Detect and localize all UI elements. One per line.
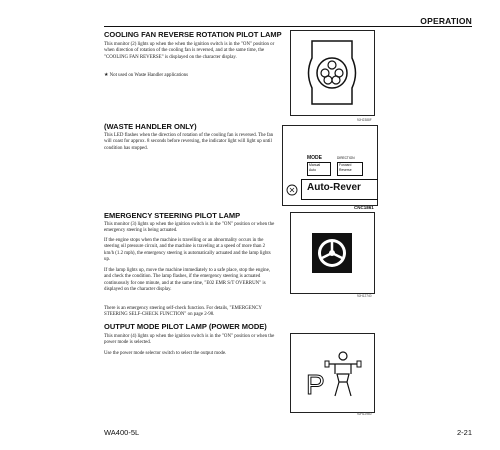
output-mode-fig-code: 9JH12960 bbox=[357, 412, 372, 416]
para-output-mode-2: Use the power mode selector switch to select the output mode. bbox=[104, 351, 227, 356]
para-waste-handler: This LED flashes when the direction of rotation of the cooling fan is reversed. The fan will coast for approx. 8 seconds before reversing, the indicator light will light up until condition has stopped. bbox=[104, 133, 274, 151]
para-cooling-fan: This monitor (2) lights up when the when the ignition switch is in the "ON" position or when direction of rotation of the cooling fan is reversed, and at the same time, the "COOLING FAN REVERSE" is displayed on the character display. bbox=[104, 42, 275, 60]
waste-handler-figure bbox=[282, 125, 378, 206]
heading-output-mode: OUTPUT MODE PILOT LAMP (POWER MODE) bbox=[104, 322, 267, 331]
para-emergency-3: If the lamp lights up, move the machine immediately to a safe place, stop the engine, and check the condition. The lamp flashes, if the emergency steering is actuated continuously for one minute, and at the same time, "E02 EMR S/T OVERRUN" is displayed on the character display. bbox=[104, 268, 270, 292]
panel-reverse-label: Reverse bbox=[339, 168, 352, 172]
emergency-steering-fig-code: 9JH12740 bbox=[357, 294, 372, 298]
waste-handler-fig-code: CNC1861 bbox=[354, 205, 374, 210]
para-emergency-2: If the engine stops when the machine is travelling or an abnormality occurs in the steering oil pressure circuit, and the machine is traveling at a speed of more than 2 km/h (1.2 mph), the emergency steering is automatically actuated and the lamp lights up. bbox=[104, 238, 271, 262]
power-mode-icon bbox=[291, 334, 374, 412]
para-output-mode-1: This monitor (4) lights up when the ignition switch is in the "ON" position or when the power mode is selected. bbox=[104, 334, 275, 346]
footer-page-number: 2-21 bbox=[456, 428, 472, 437]
para-emergency-4: There is an emergency steering self-check function. For details, "EMERGENCY STEERING SELF-CHECK FUNCTION" on page 2-98. bbox=[104, 306, 262, 318]
heading-waste-handler: (WASTE HANDLER ONLY) bbox=[104, 122, 197, 131]
panel-display-text: Auto-Rever bbox=[307, 182, 361, 193]
note-cooling-fan: ★ Not used on Waste Handler applications bbox=[104, 73, 189, 78]
footer-model: WA400-5L bbox=[104, 428, 140, 437]
cooling-fan-fig-code: 9JH2388F bbox=[357, 118, 372, 122]
cooling-fan-figure bbox=[290, 30, 375, 116]
panel-auto-label: Auto bbox=[309, 168, 316, 172]
heading-emergency-steering: EMERGENCY STEERING PILOT LAMP bbox=[104, 211, 241, 220]
fan-reverse-icon bbox=[291, 31, 374, 115]
output-mode-figure bbox=[290, 333, 375, 413]
header-rule bbox=[104, 26, 472, 27]
panel-direction-label: DIRECTION bbox=[337, 156, 355, 160]
emergency-steering-figure bbox=[290, 212, 375, 294]
emergency-steering-icon bbox=[291, 213, 374, 293]
para-emergency-1: This monitor (3) lights up when the ignition switch is in the "ON" position or when the emergency steering is being actuated. bbox=[104, 222, 275, 234]
heading-cooling-fan: COOLING FAN REVERSE ROTATION PILOT LAMP bbox=[104, 30, 282, 39]
panel-mode-label: MODE bbox=[307, 155, 322, 161]
panel-fan-icon bbox=[286, 184, 298, 196]
panel-manual-label: Manual bbox=[309, 163, 321, 167]
svg-text:P: P bbox=[306, 369, 325, 400]
panel-forward-label: Forward bbox=[339, 163, 352, 167]
page-header-title: OPERATION bbox=[420, 16, 472, 26]
